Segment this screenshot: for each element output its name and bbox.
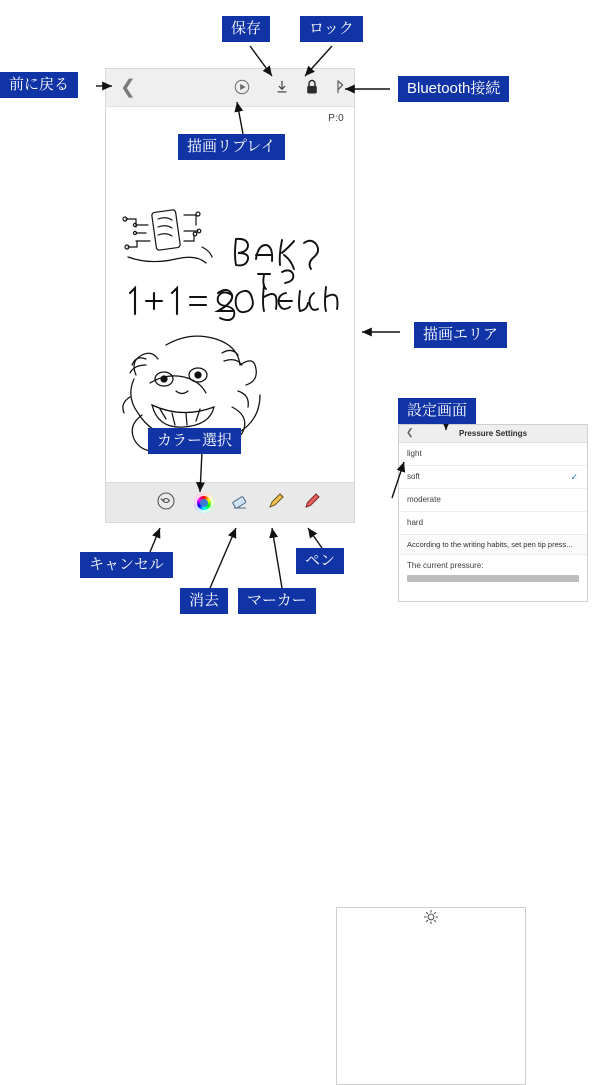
pen-glyph [301, 491, 323, 511]
settings-option-row[interactable] [399, 443, 587, 466]
download-icon[interactable] [272, 78, 292, 98]
gear-icon[interactable] [336, 907, 526, 1085]
settings-header [399, 425, 587, 443]
marker-icon[interactable] [264, 491, 288, 515]
annotation-cancel: キャンセル [80, 552, 173, 578]
undo-circle-glyph [156, 491, 176, 511]
lock-glyph [305, 78, 319, 96]
annotation-drawing-area: 描画エリア [414, 322, 507, 348]
color-wheel-icon[interactable] [192, 491, 216, 515]
color-wheel-swatch [194, 493, 214, 513]
annotation-lock: ロック [300, 16, 363, 42]
settings-option-row[interactable] [399, 512, 587, 535]
bluetooth-icon[interactable] [330, 78, 350, 98]
annotation-marker: マーカー [238, 588, 316, 614]
app-top-bar [106, 69, 354, 107]
bluetooth-glyph [334, 78, 346, 96]
eraser-icon[interactable] [228, 491, 252, 515]
annotation-pen: ペン [296, 548, 344, 574]
gear-glyph [422, 908, 440, 926]
pressure-readout: P:0 [328, 113, 344, 124]
lock-icon[interactable] [302, 78, 322, 98]
marker-glyph [265, 491, 287, 511]
annotation-bluetooth: Bluetooth接続 [398, 76, 509, 102]
drawing-canvas[interactable] [106, 107, 354, 482]
app-bottom-toolbar [106, 482, 354, 522]
download-glyph [274, 78, 290, 96]
settings-option-row[interactable] [399, 466, 587, 489]
settings-title: Pressure Settings [458, 429, 528, 438]
play-circle-glyph [233, 78, 251, 96]
settings-note: According to the writing habits, set pen tip press... [399, 535, 587, 555]
chevron-left-icon[interactable]: ❮ [406, 427, 414, 437]
settings-option-label: soft [407, 472, 420, 481]
annotation-save: 保存 [222, 16, 270, 42]
eraser-glyph [229, 491, 251, 511]
settings-option-label: moderate [407, 495, 441, 504]
check-icon: ✓ [570, 472, 578, 482]
annotation-color-pick: カラー選択 [148, 428, 241, 454]
annotation-replay: 描画リプレイ [178, 134, 285, 160]
undo-circle-icon[interactable] [154, 491, 178, 515]
pen-icon[interactable] [300, 491, 324, 515]
current-pressure-bar [407, 575, 579, 582]
settings-option-label: light [407, 449, 422, 458]
annotation-erase: 消去 [180, 588, 228, 614]
annotation-settings: 設定画面 [398, 398, 476, 424]
current-pressure-label: The current pressure: [407, 561, 484, 570]
settings-option-row[interactable] [399, 489, 587, 512]
play-circle-icon[interactable] [232, 78, 252, 98]
settings-option-label: hard [407, 518, 424, 527]
chevron-left-icon[interactable]: ❮ [120, 77, 136, 98]
canvas-artwork [106, 107, 354, 482]
annotation-back: 前に戻る [0, 72, 78, 98]
pressure-settings-panel [398, 424, 588, 602]
